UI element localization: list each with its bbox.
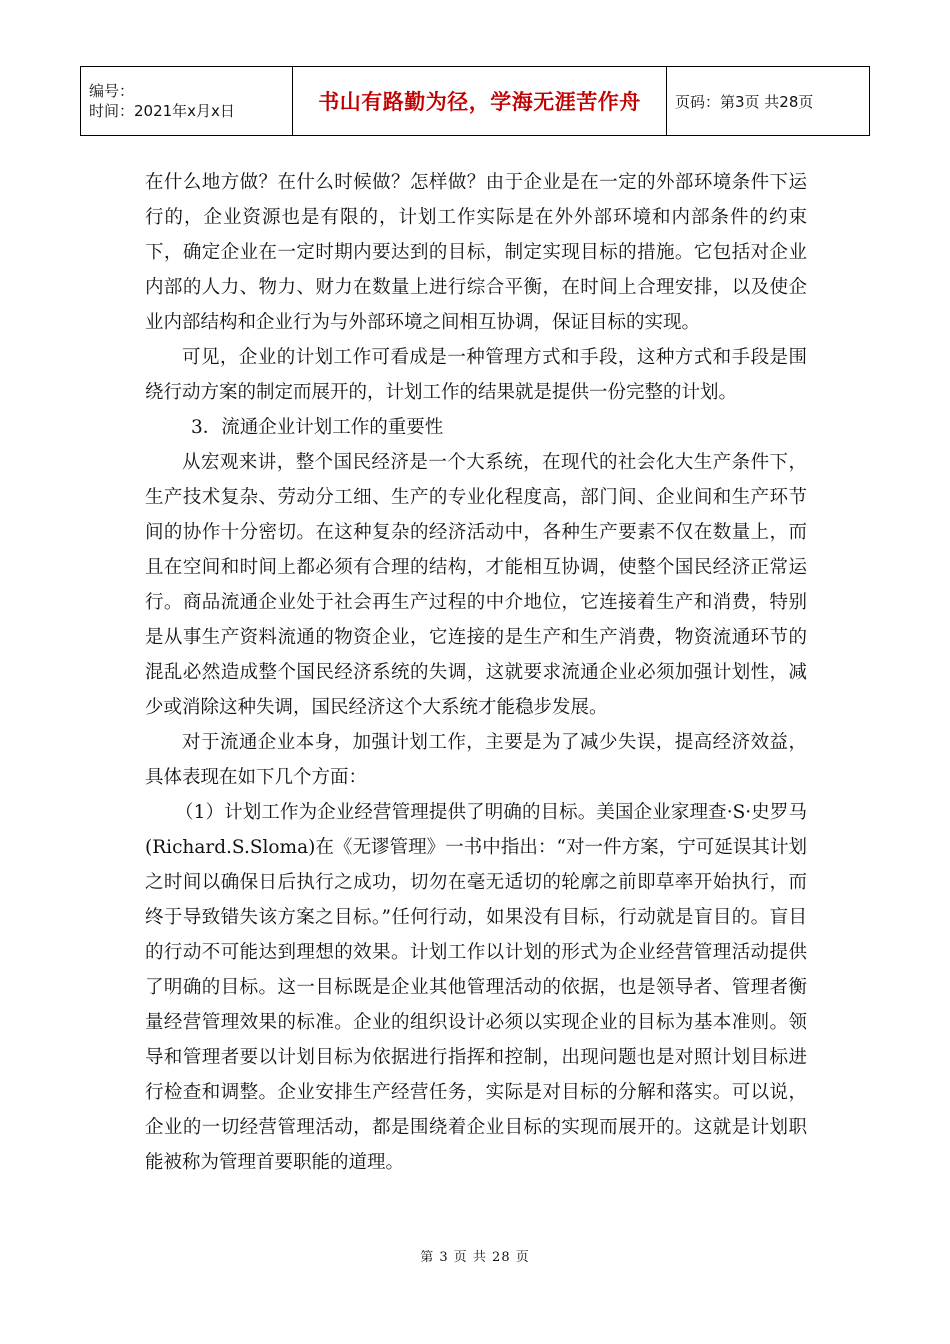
body-paragraph: 从宏观来讲，整个国民经济是一个大系统，在现代的社会化大生产条件下，生产技术复杂、劳动分工细、生产的专业化程度高，部门间、企业间和生产环节间的协作十分密切。在这种复杂的经济活动中，各种生产要素不仅在数量上，而且在空间和时间上都必须有合理的结构，才能相互协调，使整个国民经济正常运行。商品流通企业处于社会再生产过程的中介地位，它连接着生产和消费，特别是从事生产资料流通的物资企业，它连接的是生产和生产消费，物资流通环节的混乱必然造成整个国民经济系统的失调，这就要求流通企业必须加强计划性，减少或消除这种失调，国民经济这个大系统才能稳步发展。 [145, 452, 807, 718]
header-meta [81, 67, 293, 136]
header-page-info: 页码：第3页 共28页 [667, 67, 870, 136]
body-paragraph: 对于流通企业本身，加强计划工作，主要是为了减少失误，提高经济效益，具体表现在如下几个方面： [145, 732, 807, 788]
header-motto: 书山有路勤为径，学海无涯苦作舟 [293, 67, 667, 136]
document-number-label: 编号： [89, 82, 135, 100]
document-date-label: 时间：2021年x月x日 [89, 102, 235, 120]
page-footer: 第 3 页 共 28 页 [420, 1250, 530, 1265]
list-item-paragraph: （1）计划工作为企业经营管理提供了明确的目标。美国企业家理查·S·史罗马(Richard.S.Sloma)在《无谬管理》一书中指出：“对一件方案，宁可延误其计划之时间以确保日后执行之成功，切勿在毫无适切的轮廓之前即草率开始执行，而终于导致错失该方案之目标。”任何行动，如果没有目标，行动就是盲目的。盲目的行动不可能达到理想的效果。计划工作以计划的形式为企业经营管理活动提供了明确的目标。这一目标既是企业其他管理活动的依据，也是领导者、管理者衡量经营管理效果的标准。企业的组织设计必须以实现企业的目标为基本准则。领导和管理者要以计划目标为依据进行指挥和控制，出现问题也是对照计划目标进行检查和调整。企业安排生产经营任务，实际是对目标的分解和落实。可以说，企业的一切经营管理活动，都是围绕着企业目标的实现而展开的。这就是计划职能被称为管理首要职能的道理。 [145, 802, 807, 1173]
section-heading: 3．流通企业计划工作的重要性 [191, 417, 444, 438]
body-paragraph: 可见，企业的计划工作可看成是一种管理方式和手段，这种方式和手段是围绕行动方案的制定而展开的，计划工作的结果就是提供一份完整的计划。 [145, 347, 807, 403]
document-header [80, 66, 870, 136]
body-paragraph: 在什么地方做？在什么时候做？怎样做？由于企业是在一定的外部环境条件下运行的，企业资源也是有限的，计划工作实际是在外外部环境和内部条件的约束下，确定企业在一定时期内要达到的目标，制定实现目标的措施。它包括对企业内部的人力、物力、财力在数量上进行综合平衡，在时间上合理安排，以及使企业内部结构和企业行为与外部环境之间相互协调，保证目标的实现。 [145, 172, 807, 333]
document-body [145, 165, 807, 1180]
